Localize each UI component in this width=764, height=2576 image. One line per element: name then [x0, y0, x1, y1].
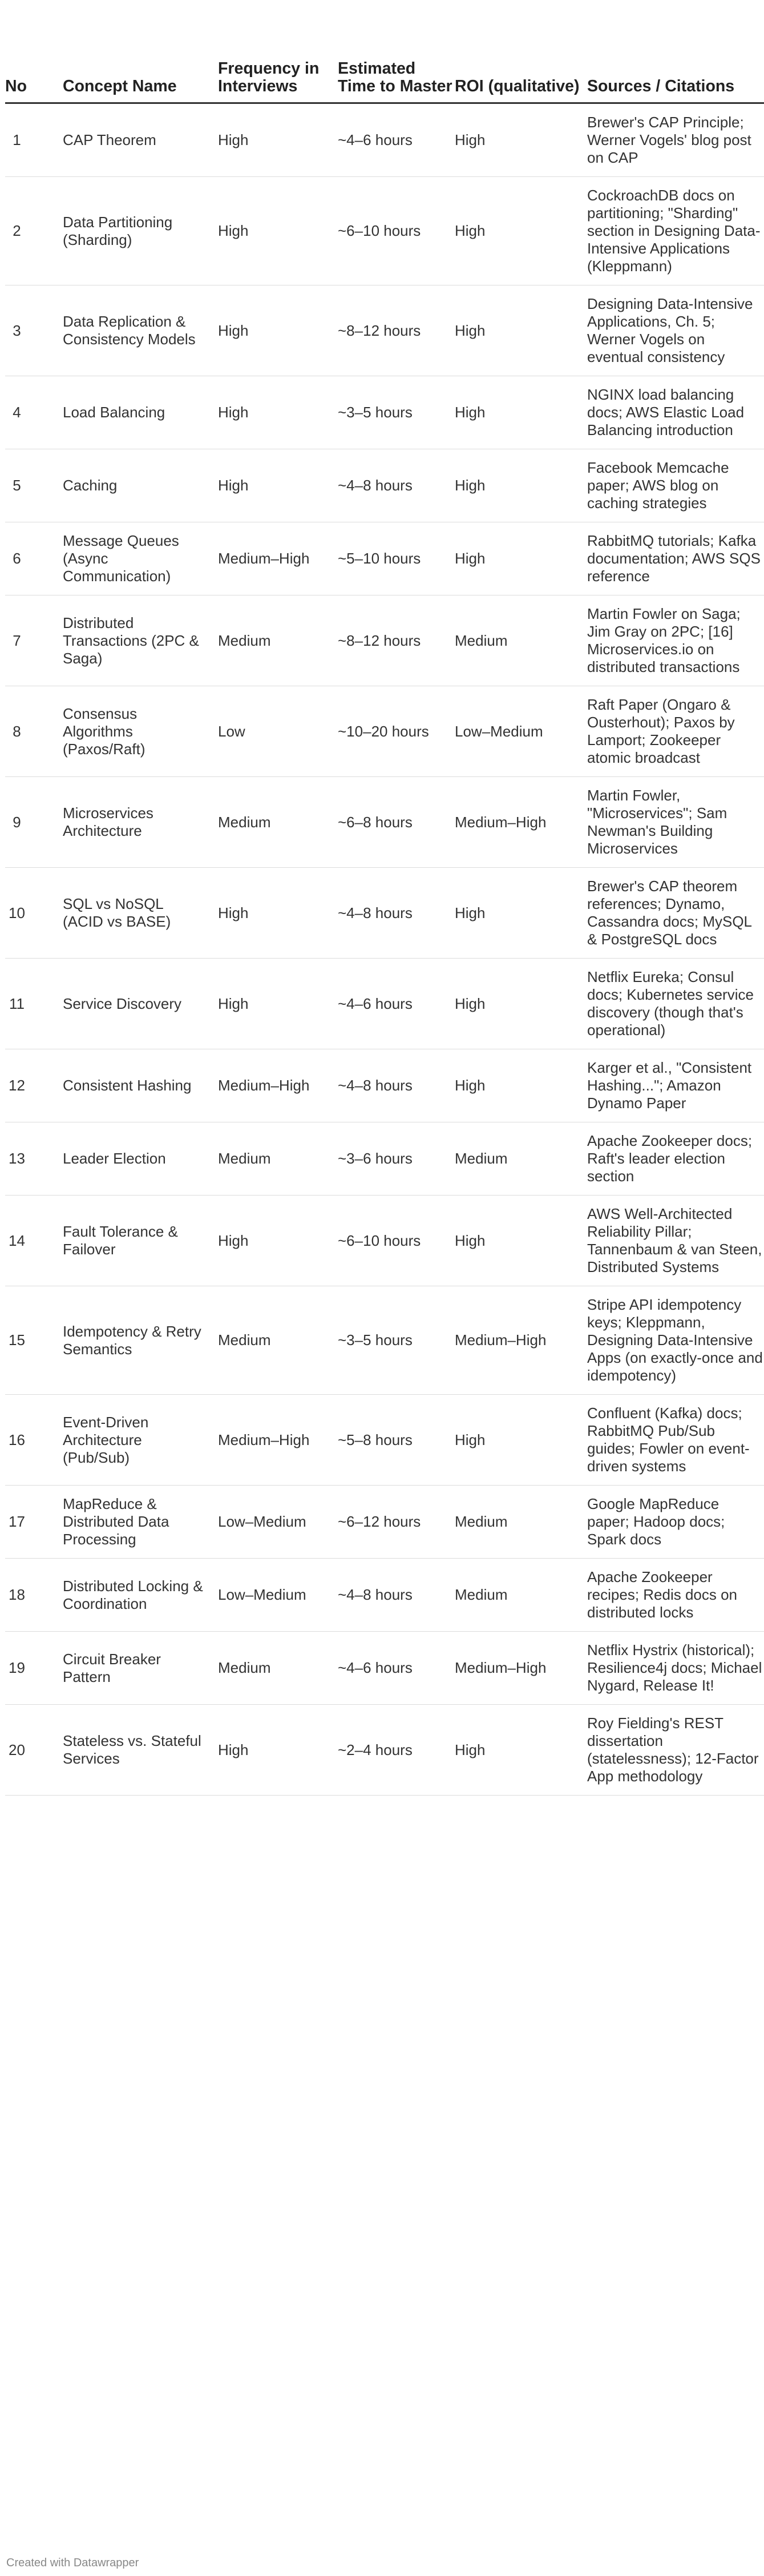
- cell-time-to-master: ~3–5 hours: [338, 1286, 455, 1395]
- cell-no: 15: [5, 1286, 63, 1395]
- table-row: [5, 1049, 764, 1122]
- cell-roi: High: [455, 1395, 587, 1486]
- cell-sources: Netflix Hystrix (historical); Resilience4j docs; Michael Nygard, Release It!: [587, 1632, 764, 1705]
- cell-time-to-master: ~4–6 hours: [338, 1632, 455, 1705]
- cell-time-to-master: ~4–8 hours: [338, 868, 455, 959]
- table-row: [5, 1196, 764, 1286]
- cell-no: 18: [5, 1559, 63, 1632]
- cell-roi: High: [455, 522, 587, 595]
- cell-concept-name: Service Discovery: [63, 959, 218, 1049]
- cell-time-to-master: ~4–8 hours: [338, 1049, 455, 1122]
- cell-no: 14: [5, 1196, 63, 1286]
- cell-sources: Martin Fowler on Saga; Jim Gray on 2PC; [16] Microservices.io on distributed transactions: [587, 595, 764, 686]
- cell-frequency: Medium–High: [218, 522, 338, 595]
- cell-sources: NGINX load balancing docs; AWS Elastic Load Balancing introduction: [587, 376, 764, 449]
- cell-frequency: High: [218, 1196, 338, 1286]
- cell-sources: CockroachDB docs on partitioning; "Sharding" section in Designing Data-Intensive Applications (Kleppmann): [587, 177, 764, 285]
- cell-concept-name: MapReduce & Distributed Data Processing: [63, 1486, 218, 1559]
- cell-frequency: Medium–High: [218, 1049, 338, 1122]
- cell-no: 4: [5, 376, 63, 449]
- cell-frequency: High: [218, 103, 338, 177]
- cell-roi: High: [455, 376, 587, 449]
- cell-no: 20: [5, 1705, 63, 1796]
- cell-no: 3: [5, 285, 63, 376]
- cell-no: 13: [5, 1122, 63, 1196]
- cell-time-to-master: ~4–6 hours: [338, 103, 455, 177]
- cell-time-to-master: ~3–6 hours: [338, 1122, 455, 1196]
- cell-frequency: Low–Medium: [218, 1486, 338, 1559]
- cell-frequency: High: [218, 449, 338, 522]
- cell-frequency: Medium–High: [218, 1395, 338, 1486]
- cell-roi: High: [455, 1049, 587, 1122]
- cell-time-to-master: ~6–10 hours: [338, 1196, 455, 1286]
- cell-roi: Low–Medium: [455, 686, 587, 777]
- cell-concept-name: Consistent Hashing: [63, 1049, 218, 1122]
- cell-roi: High: [455, 103, 587, 177]
- cell-sources: Google MapReduce paper; Hadoop docs; Spark docs: [587, 1486, 764, 1559]
- cell-no: 8: [5, 686, 63, 777]
- table-row: [5, 1632, 764, 1705]
- cell-frequency: Medium: [218, 1286, 338, 1395]
- cell-time-to-master: ~10–20 hours: [338, 686, 455, 777]
- table-row: [5, 449, 764, 522]
- table-body: [5, 103, 764, 1796]
- cell-no: 1: [5, 103, 63, 177]
- cell-no: 7: [5, 595, 63, 686]
- cell-roi: High: [455, 177, 587, 285]
- cell-concept-name: Fault Tolerance & Failover: [63, 1196, 218, 1286]
- table-row: [5, 959, 764, 1049]
- cell-frequency: Low: [218, 686, 338, 777]
- cell-no: 6: [5, 522, 63, 595]
- cell-roi: High: [455, 449, 587, 522]
- table-row: [5, 777, 764, 868]
- table-row: [5, 1705, 764, 1796]
- header-row: [5, 23, 764, 103]
- cell-sources: Brewer's CAP theorem references; Dynamo, Cassandra docs; MySQL & PostgreSQL docs: [587, 868, 764, 959]
- cell-no: 5: [5, 449, 63, 522]
- table-row: [5, 376, 764, 449]
- cell-time-to-master: ~6–10 hours: [338, 177, 455, 285]
- cell-concept-name: Message Queues (Async Communication): [63, 522, 218, 595]
- cell-frequency: High: [218, 868, 338, 959]
- cell-time-to-master: ~4–6 hours: [338, 959, 455, 1049]
- cell-frequency: Medium: [218, 777, 338, 868]
- cell-sources: Raft Paper (Ongaro & Ousterhout); Paxos by Lamport; Zookeeper atomic broadcast: [587, 686, 764, 777]
- cell-concept-name: Data Replication & Consistency Models: [63, 285, 218, 376]
- cell-no: 19: [5, 1632, 63, 1705]
- cell-roi: High: [455, 1196, 587, 1286]
- concepts-table: [5, 23, 764, 1796]
- cell-sources: Martin Fowler, "Microservices"; Sam Newman's Building Microservices: [587, 777, 764, 868]
- cell-time-to-master: ~3–5 hours: [338, 376, 455, 449]
- cell-sources: Karger et al., "Consistent Hashing..."; Amazon Dynamo Paper: [587, 1049, 764, 1122]
- cell-sources: Roy Fielding's REST dissertation (statelessness); 12-Factor App methodology: [587, 1705, 764, 1796]
- cell-time-to-master: ~6–12 hours: [338, 1486, 455, 1559]
- cell-no: 16: [5, 1395, 63, 1486]
- cell-roi: Medium–High: [455, 1286, 587, 1395]
- table-row: [5, 103, 764, 177]
- table-row: [5, 1122, 764, 1196]
- cell-sources: Stripe API idempotency keys; Kleppmann, Designing Data-Intensive Apps (on exactly-once and idempotency): [587, 1286, 764, 1395]
- cell-concept-name: Distributed Locking & Coordination: [63, 1559, 218, 1632]
- header-concept-name: Concept Name: [63, 23, 218, 103]
- cell-concept-name: Event-Driven Architecture (Pub/Sub): [63, 1395, 218, 1486]
- cell-no: 9: [5, 777, 63, 868]
- cell-no: 10: [5, 868, 63, 959]
- cell-roi: High: [455, 1705, 587, 1796]
- table-row: [5, 1559, 764, 1632]
- cell-roi: Medium: [455, 1122, 587, 1196]
- header-frequency: Frequency in Interviews: [218, 23, 338, 103]
- cell-time-to-master: ~5–8 hours: [338, 1395, 455, 1486]
- cell-time-to-master: ~6–8 hours: [338, 777, 455, 868]
- cell-time-to-master: ~8–12 hours: [338, 285, 455, 376]
- cell-sources: Apache Zookeeper recipes; Redis docs on distributed locks: [587, 1559, 764, 1632]
- cell-no: 12: [5, 1049, 63, 1122]
- table-row: [5, 868, 764, 959]
- table-row: [5, 522, 764, 595]
- cell-concept-name: Microservices Architecture: [63, 777, 218, 868]
- cell-time-to-master: ~4–8 hours: [338, 1559, 455, 1632]
- table-row: [5, 1286, 764, 1395]
- cell-frequency: Low–Medium: [218, 1559, 338, 1632]
- cell-sources: Apache Zookeeper docs; Raft's leader election section: [587, 1122, 764, 1196]
- cell-frequency: High: [218, 177, 338, 285]
- table-row: [5, 1486, 764, 1559]
- cell-frequency: High: [218, 1705, 338, 1796]
- footer-credit: Created with Datawrapper: [6, 2557, 139, 2569]
- cell-roi: High: [455, 959, 587, 1049]
- cell-concept-name: Data Partitioning (Sharding): [63, 177, 218, 285]
- cell-frequency: Medium: [218, 595, 338, 686]
- header-roi: ROI (qualitative): [455, 23, 587, 103]
- table-row: [5, 1395, 764, 1486]
- cell-time-to-master: ~4–8 hours: [338, 449, 455, 522]
- table-row: [5, 177, 764, 285]
- header-no: No: [5, 23, 63, 103]
- cell-no: 2: [5, 177, 63, 285]
- header-sources: Sources / Citations: [587, 23, 764, 103]
- cell-concept-name: SQL vs NoSQL (ACID vs BASE): [63, 868, 218, 959]
- cell-roi: Medium: [455, 595, 587, 686]
- cell-concept-name: Idempotency & Retry Semantics: [63, 1286, 218, 1395]
- cell-time-to-master: ~2–4 hours: [338, 1705, 455, 1796]
- cell-no: 17: [5, 1486, 63, 1559]
- header-time-to-master: Estimated Time to Master: [338, 23, 455, 103]
- cell-concept-name: CAP Theorem: [63, 103, 218, 177]
- cell-concept-name: Caching: [63, 449, 218, 522]
- cell-sources: AWS Well-Architected Reliability Pillar; Tannenbaum & van Steen, Distributed Systems: [587, 1196, 764, 1286]
- cell-concept-name: Consensus Algorithms (Paxos/Raft): [63, 686, 218, 777]
- table-header: [5, 23, 764, 103]
- cell-concept-name: Load Balancing: [63, 376, 218, 449]
- cell-sources: Brewer's CAP Principle; Werner Vogels' blog post on CAP: [587, 103, 764, 177]
- cell-sources: Netflix Eureka; Consul docs; Kubernetes service discovery (though that's operational): [587, 959, 764, 1049]
- cell-frequency: High: [218, 959, 338, 1049]
- cell-roi: Medium–High: [455, 1632, 587, 1705]
- cell-roi: Medium: [455, 1486, 587, 1559]
- cell-sources: Facebook Memcache paper; AWS blog on caching strategies: [587, 449, 764, 522]
- cell-no: 11: [5, 959, 63, 1049]
- table-row: [5, 595, 764, 686]
- cell-concept-name: Stateless vs. Stateful Services: [63, 1705, 218, 1796]
- cell-frequency: Medium: [218, 1632, 338, 1705]
- cell-sources: RabbitMQ tutorials; Kafka documentation; AWS SQS reference: [587, 522, 764, 595]
- cell-roi: High: [455, 868, 587, 959]
- cell-concept-name: Distributed Transactions (2PC & Saga): [63, 595, 218, 686]
- cell-frequency: High: [218, 285, 338, 376]
- cell-concept-name: Circuit Breaker Pattern: [63, 1632, 218, 1705]
- cell-frequency: High: [218, 376, 338, 449]
- cell-frequency: Medium: [218, 1122, 338, 1196]
- table-row: [5, 285, 764, 376]
- cell-time-to-master: ~8–12 hours: [338, 595, 455, 686]
- table-row: [5, 686, 764, 777]
- cell-roi: Medium: [455, 1559, 587, 1632]
- cell-sources: Confluent (Kafka) docs; RabbitMQ Pub/Sub guides; Fowler on event-driven systems: [587, 1395, 764, 1486]
- cell-time-to-master: ~5–10 hours: [338, 522, 455, 595]
- cell-roi: Medium–High: [455, 777, 587, 868]
- cell-roi: High: [455, 285, 587, 376]
- cell-sources: Designing Data-Intensive Applications, Ch. 5; Werner Vogels on eventual consistency: [587, 285, 764, 376]
- cell-concept-name: Leader Election: [63, 1122, 218, 1196]
